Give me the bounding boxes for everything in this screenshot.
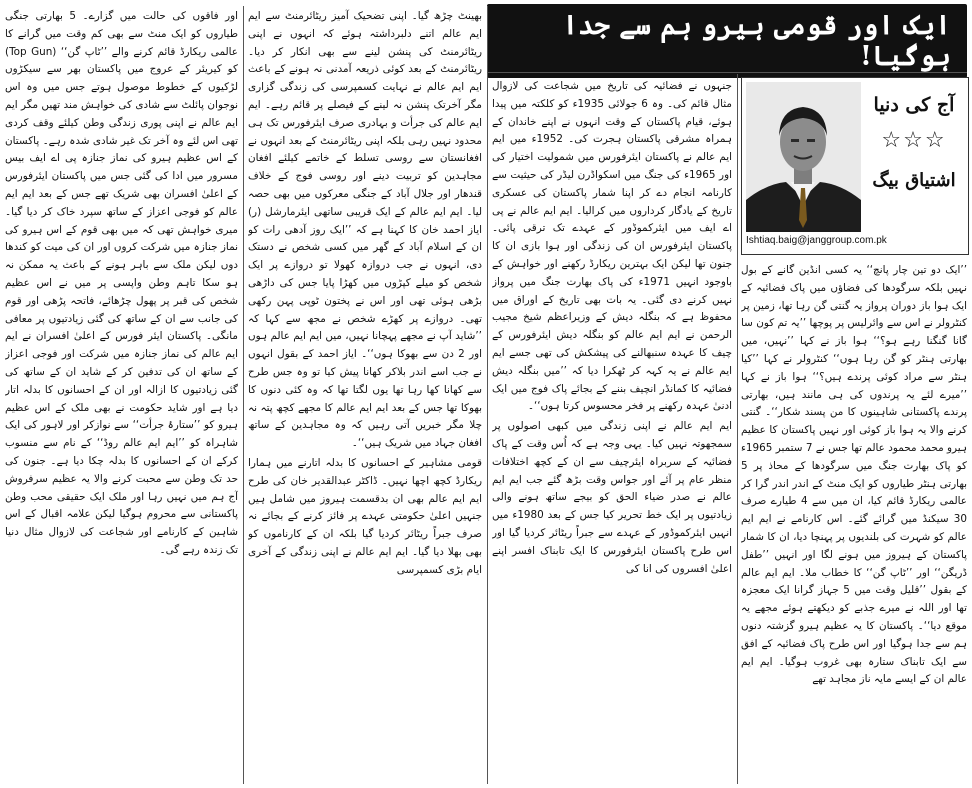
- columnist-box: [741, 77, 969, 255]
- author-email: Ishtiaq.baig@janggroup.com.pk: [746, 235, 887, 246]
- column-divider: [243, 6, 244, 784]
- paragraph: قومی مشاہیر کے احسانوں کا بدلہ اتارنے میں ہمارا ریکارڈ کچھ اچھا نہیں۔ ڈاکٹر عبدالقدیر خان کی طرح ایم ایم عالم بھی ان بدقسمت ہیروز میں شامل ہیں جنہیں اعلیٰ حکومتی عہدے پر فائز کرنے کے بجائے نہ صرف جبراً ریٹائر کردیا گیا بلکہ ان کے کارناموں کو بھی بھلا دیا گیا۔ ایم ایم عالم نے اپنی زندگی کے آخری ایام بڑی کسمپرسی: [248, 456, 482, 576]
- headline-rule: [487, 72, 967, 73]
- paragraph: ’’ایک دو تین چار پانچ‘‘ یہ کسی انڈین گانے کے بول نہیں بلکہ سرگودھا کی فضاؤں میں پاک فضائیہ کے ایک ہوا باز دوران پرواز یہ گنتی گن رہا تھا، زمین پر کنٹرولر نے اس سے وائرلیس پر پوچھا ’’یہ تم کون سا گانا گنگنا رہے ہو؟‘‘ ہوا باز نے کہا ’’نہیں، میں بھارتی ہنٹر کو گن رہا ہوں‘‘ کنٹرولر نے کہا ’’کیا ہنٹر سے مراد کوئی پرندے ہیں؟‘‘ ہوا باز نے کہا ’’میرے لئے یہ پرندوں کی ہی مانند ہیں، بھارتی پرندے پاکستانی شاہینوں کا من پسند شکار‘‘۔ گنتی کرنے والا یہ ہوا باز کوئی اور نہیں پاکستان کا عظیم ہیرو محمد محمود عالم تھا جس نے 7 ستمبر 1965ء کو پاک بھارت جنگ میں سرگودھا کے محاذ پر 5 بھارتی ہنٹر طیاروں کو ایک منٹ کے اندر اندر گرا کر عالمی ریکارڈ قائم کیا، ان میں سے 4 طیارے صرف 30 سیکنڈ میں گرائے گئے۔ اس کارنامے نے ایم ایم عالم کو شہرت کی بلندیوں پر پہنچا دیا، ان کا شمار پاکستان کے ہیروز میں ہونے لگا اور انہیں ’’طفل ڈریگن‘‘ اور ’’ٹاپ گن‘‘ کا خطاب ملا۔ ایم ایم عالم کے بقول ’’قلیل وقت میں 5 جہاز گرانا ایک معجزہ تھا اور اللہ نے میرے جذبے کو دیکھتے ہوئے مجھے یہ موقع دیا‘‘۔ پاکستان کا یہ عظیم ہیرو گزشتہ دنوں ہم سے جدا ہوگیا اور اس طرح پاک فضائیہ کے افق سے ایک تابناک ستارہ بھی غروب ہوگیا۔ ایم ایم عالم ان کے ایسے مایہ ناز مجاہد تھے: [741, 264, 967, 686]
- author-photo: [746, 82, 861, 232]
- article-column-3: [248, 8, 482, 784]
- paragraph: جنہوں نے فضائیہ کی تاریخ میں شجاعت کی لازوال مثال قائم کی۔ وہ 6 جولائی 1935ء کو کلکتہ میں پیدا ہوئے، قیام پاکستان کے وقت انہوں نے اپنے خاندان کے ہمراہ مشرقی پاکستان ہجرت کی۔ 1952ء میں ایم ایم عالم نے پاکستان ایئرفورس میں شمولیت اختیار کی اور 1965ء کی جنگ میں اسکواڈرن لیڈر کی حیثیت سے کارنامہ انجام دے کر اپنا شمار پاکستان کی عسکری تاریخ کے یادگار کرداروں میں کرالیا۔ ایم ایم عالم نے پی اے ایف میں ایئرکموڈور کے عہدے تک ترقی پائی۔ پاکستان ایئرفورس ان کی زندگی اور ہوا بازی ان کا جنون تھا لیکن ایک بہترین ریکارڈ رکھنے اور خواہش کے باوجود انہیں 1971ء کی پاک بھارت جنگ میں پرواز نہیں کرنے دی گئی۔ یہ بات بھی تاریخ کے اوراق میں محفوظ ہے کہ بنگلہ دیش کے وزیراعظم شیخ مجیب الرحمن نے ایم ایم عالم کو بنگلہ دیش ایئرفورس کے چیف کا عہدہ سنبھالنے کی پیشکش کی تھی جسے ایم ایم عالم نے یہ کہہ کر ٹھکرا دیا کہ ’’میں بنگلہ دیش فضائیہ کا کمانڈر انچیف بننے کے بجائے پاک فوج میں ایک ادنیٰ عہدہ رکھنے پر فخر محسوس کرتا ہوں‘‘۔: [492, 80, 732, 413]
- paragraph: اور فاقوں کی حالت میں گزارے۔ 5 بھارتی جنگی طیاروں کو ایک منٹ سے بھی کم وقت میں گرانے کا عالمی ریکارڈ قائم کرنے والے ’’ٹاپ گن‘‘ (Top Gun) کو کیریئر کے عروج میں پاکستان بھر سے سیکڑوں لڑکیوں کے خطوط موصول ہوتے جس میں وہ اس نوجوان پائلٹ سے شادی کی خواہش مند تھیں مگر ایم ایم عالم نے اپنی پوری زندگی وطن کیلئے وقف کردی تھی اس لئے وہ آخر تک غیر شادی شدہ رہے۔ پاکستان کے اس عظیم ہیرو کی نماز جنازہ پی اے ایف بیس مسرور میں ادا کی گئی جس میں پاکستان ایئرفورس کے اعلیٰ افسران بھی شریک تھے جس کے بعد ایم ایم عالم کو فوجی اعزاز کے ساتھ سپرد خاک کر دیا گیا۔ میری خواہش تھی کہ میں بھی قوم کے اس ہیرو کی نماز جنازہ میں شرکت کروں اور ان کی میت کو کندھا دوں لیکن ملک سے باہر ہونے کے باعث یہ ممکن نہ ہو سکا تاہم وطن واپسی پر میں نے اس عظیم شخص کی قبر پر پھول چڑھائے، فاتحہ پڑھی اور قوم کی جانب سے ان کے ساتھ کی گئی زیادتیوں پر معافی مانگی۔ پاکستان ایئر فورس کے اعلیٰ افسران نے ایم ایم عالم کی نماز جنازہ میں شرکت اور فوجی اعزاز کے ساتھ ان کی تدفین کر کے شاید ان کے ساتھ کی گئی زیادتیوں کا ازالہ اور ان کے احسانوں کا بدلہ اتار دیا ہے اور شاید حکومت نے بھی ملک کے اس عظیم ہیرو کو ’’ستارۂ جرأت‘‘ سے نوازکر اور لاہور کی ایک شاہراہ کو ’’ایم ایم عالم روڈ‘‘ کے نام سے منسوب کرکے ان کے احسانوں کا بدلہ چکا دیا ہے۔ جنون کی حد تک وطن سے محبت کرنے والا یہ عظیم سرفروش آج ہم میں نہیں رہا اور ملک ایک حقیقی محب وطن پاکستانی سے محروم ہوگیا لیکن علامہ اقبال کے اس شاہین کے کارنامے اور شجاعت کی لازوال مثال دنیا تک زندہ رہے گی۔: [5, 10, 238, 556]
- headline-banner: [487, 7, 967, 75]
- author-portrait-icon: [746, 82, 861, 232]
- author-name: اشتیاق بیگ: [872, 170, 956, 191]
- article-column-2: [492, 78, 732, 784]
- paragraph: ایم ایم عالم نے اپنی زندگی میں کبھی اصولوں پر سمجھوتہ نہیں کیا۔ یہی وجہ ہے کہ اُس وقت کے پاک فضائیہ کے سربراہ ایئرچیف سے ان کے کچھ اختلافات منظر عام پر آئے اور جواس وقت بڑھ گئے جب ایم ایم عالم نے صدر ضیاء الحق کو بیجے ساتھ ہونے والی زیادتیوں پر ایک خط تحریر کیا جس کے بعد 1980ء میں انہیں ایئرکموڈور کے عہدے سے جبراً ریٹائر کردیا گیا اور اس طرح پاکستان ایئرفورس کا ایک تابناک افسر اپنے اعلیٰ افسروں کی انا کی: [492, 420, 732, 575]
- article-column-4: [5, 8, 238, 784]
- column-title: آج کی دنیا: [873, 94, 955, 116]
- column-divider: [487, 6, 488, 784]
- article-column-1: [741, 262, 967, 784]
- star-rating: ☆☆☆: [881, 128, 947, 153]
- paragraph: بھینٹ چڑھ گیا۔ اپنی تضحیک آمیز ریٹائرمنٹ سے ایم ایم عالم اتنے دلبرداشتہ ہوئے کہ انہوں نے اپنی ریٹائرمنٹ کی پنشن لینے سے بھی انکار کر دیا۔ ریٹائرمنٹ کے بعد کوئی ذریعہ آمدنی نہ ہونے کے باعث ایم ایم عالم نے نہایت کسمپرسی کی زندگی گزاری مگر آخرتک پنشن نہ لینے کے فیصلے پر قائم رہے۔ ایم ایم عالم کی جرأت و بہادری صرف ایئرفورس تک ہی محدود نہیں رہی بلکہ اپنی ریٹائرمنٹ کے بعد انہوں نے افغانستان سے روسی تسلط کے خاتمے کیلئے افغان مجاہدین کو تربیت دینے اور روسی فوج کے خلاف قندھار اور جلال آباد کے جنگی معرکوں میں بھی حصہ لیا۔ ایم ایم عالم کے ایک قریبی ساتھی ایئرمارشل (ر) ایاز احمد خان کا کہنا ہے کہ ’’ایک روز آدھی رات کو ان کے اسلام آباد کے گھر میں کسی شخص نے دستک دی، انہوں نے جب دروازہ کھولا تو دروازے پر ایک شخص کو میلے کپڑوں میں کھڑا پایا جس کی داڑھی بڑھی ہوئی تھی اور اس نے پختون ٹوپی پہن رکھی تھی۔ دروازے پر کھڑے شخص نے مجھ سے کہا کہ ’’شاید آپ نے مجھے پہچانا نہیں، میں ایم ایم عالم ہوں اور 2 دن سے بھوکا ہوں‘‘۔ ایاز احمد کے بقول انہوں نے جب اسے اندر بلاکر کھانا پیش کیا تو وہ جس طرح سے کھانا کھا رہا تھا یوں لگتا تھا کہ وہ کئی دنوں کا بھوکا تھا جس کے بعد ایم ایم عالم کا مجھے کچھ پتہ نہ چلا مگر خبریں آتی رہیں کہ وہ مجاہدین کے ساتھ افغان جہاد میں شریک ہیں‘‘۔: [248, 10, 482, 450]
- column-divider: [737, 74, 738, 784]
- headline-text: ایک اور قومی ہیرو ہم سے جدا ہوگیا!: [487, 4, 967, 78]
